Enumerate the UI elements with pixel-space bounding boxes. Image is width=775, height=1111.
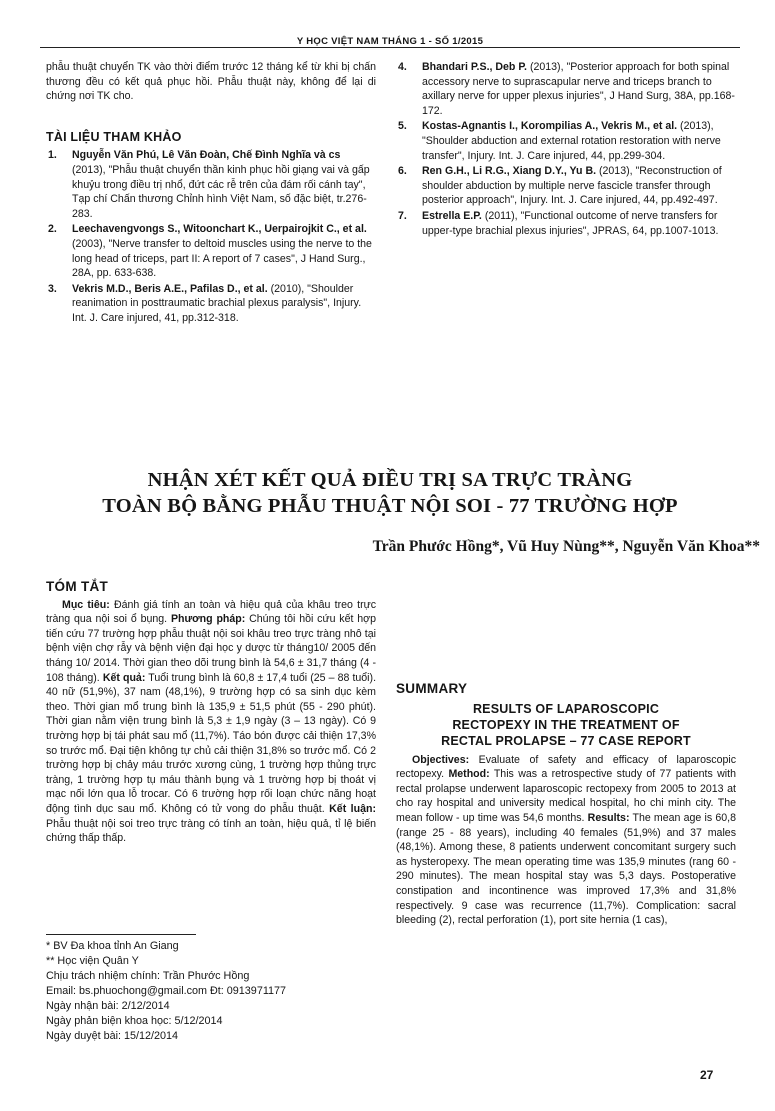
summary-heading: SUMMARY [396, 681, 468, 696]
footnote-received: Ngày nhận bài: 2/12/2014 [46, 1000, 170, 1012]
reference-text: (2013), "Shoulder abduction and external rotation restoration with nerve transfer", Injury. Int. J. Care injured, 44, pp.299-304. [422, 120, 721, 162]
summary-title-line: RECTAL PROLAPSE – 77 CASE REPORT [441, 733, 691, 748]
reference-item [46, 282, 376, 326]
method-text: Chúng tôi hồi cứu kết hợp tiến cứu 77 trường hợp phẫu thuật nội soi khâu treo trực tràng nhô tại bệnh viện chợ rẫy và bệnh viện đại học y dược từ tháng10/ 2005 đến tháng 10/ 2014. Thời gian theo dõi trung bình là 54,6 ± 31,7 tháng (4 - 108 tháng). [46, 613, 376, 684]
reference-number: 4. [398, 61, 407, 73]
method-label: Method: [448, 768, 490, 781]
abstract-body [46, 598, 376, 846]
article-title-line: TOÀN BỘ BẰNG PHẪU THUẬT NỘI SOI - 77 TRƯỜNG HỢP [102, 495, 678, 517]
references-heading: TÀI LIỆU THAM KHẢO [46, 129, 182, 144]
method-label: Phương pháp: [170, 613, 246, 626]
results-label: Results: [587, 811, 630, 824]
reference-item [396, 60, 736, 118]
summary-title [396, 701, 736, 749]
footnote-affiliation: * BV Đa khoa tỉnh An Giang [46, 940, 179, 952]
result-label: Kết quả: [102, 671, 146, 684]
footnotes [46, 914, 376, 1044]
journal-header-text: Y HỌC VIỆT NAM THÁNG 1 - SỐ 1/2015 [296, 36, 484, 47]
reference-number: 6. [398, 165, 407, 178]
reference-authors: Leechavengvongs S., Witoonchart K., Uerpairojkit C., et al. [72, 223, 367, 236]
reference-number: 5. [398, 120, 407, 133]
conclusion-label: Kết luận: [329, 802, 376, 815]
reference-number: 3. [48, 282, 57, 295]
objectives-label: Objectives: [412, 753, 470, 766]
reference-authors: Nguyễn Văn Phú, Lê Văn Đoàn, Chế Đình Nghĩa và cs [72, 149, 341, 162]
reference-item [396, 119, 736, 163]
reference-text: (2013), "Phẫu thuật chuyển thần kinh phục hồi giạng vai và gấp khuỷu trong điều trị nhổ, đứt các rễ trên của đám rối cánh tay", Tạp chí Chấn thương Chỉnh hình Việt Nam, số đặc biệt, tr.276-283. [72, 163, 370, 220]
objective-text: Đánh giá tính an toàn và hiệu quả của khâu treo trực tràng qua nội soi ổ bụng. [46, 598, 376, 626]
result-text: Tuổi trung bình là 60,8 ± 17,4 tuổi (25 – 88 tuổi). 40 nữ (51,9%), 37 nam (48,1%), 9 trường hợp có sa sinh dục kèm theo. Thời gian mổ trung bình là 135,9 ± 51,5 phút (55 - 290 phút). Thời gian nằm viện trung bình là 5,3 ± 1,9 ngày (3 – 13 ngày). Có 9 trường hợp bị tái phát sau mổ (11,7%). Táo bón được cải thiện 17,3% so trước mổ. Đại tiện không tự chủ cải thiện 31,8% so trước mổ. Có 2 trường hợp bị chảy máu trước xương cùng, 1 trường hợp thủng trực tràng, 1 trường hợp tụ máu thành bụng và 1 trường hợp bị thoát vị mạc nối lớn qua lỗ trocar. Có 6 trường hợp rối loạn chức năng hoạt động tình dục sau mổ. Không có tử vong do phẫu thuật. [46, 671, 377, 815]
reference-authors: Ren G.H., Li R.G., Xiang D.Y., Yu B. [422, 165, 597, 178]
reference-authors: Kostas-Agnantis I., Korompilias A., Vekris M., et al. [422, 120, 678, 133]
reference-number: 2. [48, 223, 57, 236]
reference-number: 1. [48, 149, 57, 162]
objectives-text: Evaluate of safety and efficacy of laparoscopic rectopexy. [396, 753, 736, 781]
article-title [80, 467, 700, 519]
running-header [40, 0, 740, 48]
abstract-vietnamese [46, 580, 376, 848]
reference-text: (2011), "Functional outcome of nerve transfers for upper-type brachial plexus injuries", JPRAS, 64, pp.1007-1013. [422, 209, 719, 237]
reference-text: (2010), "Shoulder reanimation in posttraumatic brachial plexus paralysis", Injury. Int. J. Care injured, 41, pp.312-318. [72, 282, 362, 324]
header-rule [40, 47, 740, 48]
reference-number: 7. [398, 209, 407, 222]
abstract-continuation-space [396, 580, 736, 682]
reference-text: (2003), "Nerve transfer to deltoid muscles using the nerve to the long head of triceps, part II: A report of 7 cases", J Hand Surg., 28A, pp. 633-638. [72, 237, 372, 280]
footnote-reviewed: Ngày phản biện khoa học: 5/12/2014 [46, 1015, 223, 1027]
results-text: The mean age is 60,8 (range 25 - 88 years), including 40 females (51,9%) and 37 males (48,1%). Among these, 8 patients underwent concomitant surgery such as hysteropexy. The mean operating time was 135,9 minutes (rang 60 - 290 minutes). The mean hospital stay was 5,3 days. Postoperative constipation and incontinence was improved 17,3% and 31,8% respectively. 9 case was recurrence (11,7%). Complication: sacral bleeding (2), rectal perforation (1), port site hernia (1 cas), [396, 811, 736, 927]
references-right-column [396, 60, 736, 239]
reference-item [46, 222, 376, 280]
reference-text: (2013), "Posterior approach for both spinal accessory nerve to suprascapular nerve and triceps branch to axillary nerve for upper plexus injuries", J Hand Surg, 38A, pp.168-172. [422, 61, 735, 117]
footnote-affiliation: ** Học viện Quân Y [46, 955, 139, 967]
objective-label: Mục tiêu: [62, 598, 110, 611]
page-number: 27 [700, 1068, 714, 1082]
article-title-line: NHẬN XÉT KẾT QUẢ ĐIỀU TRỊ SA TRỰC TRÀNG [147, 469, 633, 491]
abstract-heading: TÓM TẮT [46, 579, 109, 594]
reference-authors: Estrella E.P. [422, 209, 482, 222]
reference-authors: Bhandari P.S., Deb P. [422, 61, 527, 73]
footnote-accepted: Ngày duyệt bài: 15/12/2014 [46, 1030, 179, 1042]
footnote-rule [46, 934, 196, 935]
summary-title-line: RESULTS OF LAPAROSCOPIC [472, 701, 660, 716]
conclusion-text: Phẫu thuật nội soi treo trực tràng có tính an toàn, hiệu quả, tỉ lệ biến chứng thấp thấp. [46, 817, 376, 845]
footnote-contact: Email: bs.phuochong@gmail.com Đt: 0913971177 [46, 985, 287, 997]
reference-item [396, 209, 736, 238]
summary-body [396, 753, 736, 928]
summary-english [396, 580, 736, 930]
reference-item [46, 148, 376, 221]
reference-authors: Vekris M.D., Beris A.E., Pafilas D., et al. [72, 282, 268, 295]
reference-item [396, 164, 736, 208]
previous-article-conclusion: phẫu thuật chuyển TK vào thời điểm trước 12 tháng kể từ khi bị chấn thương đều có kết quả phục hồi. Phẫu thuật này, không để lại di chứng nơi TK cho. [46, 61, 376, 103]
article-authors: Trần Phước Hồng*, Vũ Huy Nùng**, Nguyễn Văn Khoa** [372, 538, 760, 555]
method-text: This was a retrospective study of 77 patients with rectal prolapse underwent laparoscopic rectopexy from 2005 to 2013 at cho ray hospital and university medical hospital, ho chi minh city. The mean follow - up time was 54,6 months. [396, 768, 736, 824]
footnote-corresponding: Chịu trách nhiệm chính: Trần Phước Hồng [46, 970, 250, 982]
summary-title-line: RECTOPEXY IN THE TREATMENT OF [452, 717, 680, 732]
previous-article-left-column [46, 60, 376, 327]
reference-text: (2013), "Reconstruction of shoulder abduction by multiple nerve fascicle transfer through posterior approach", Injury. Int. J. Care injured, 44, pp.492-497. [422, 165, 722, 207]
